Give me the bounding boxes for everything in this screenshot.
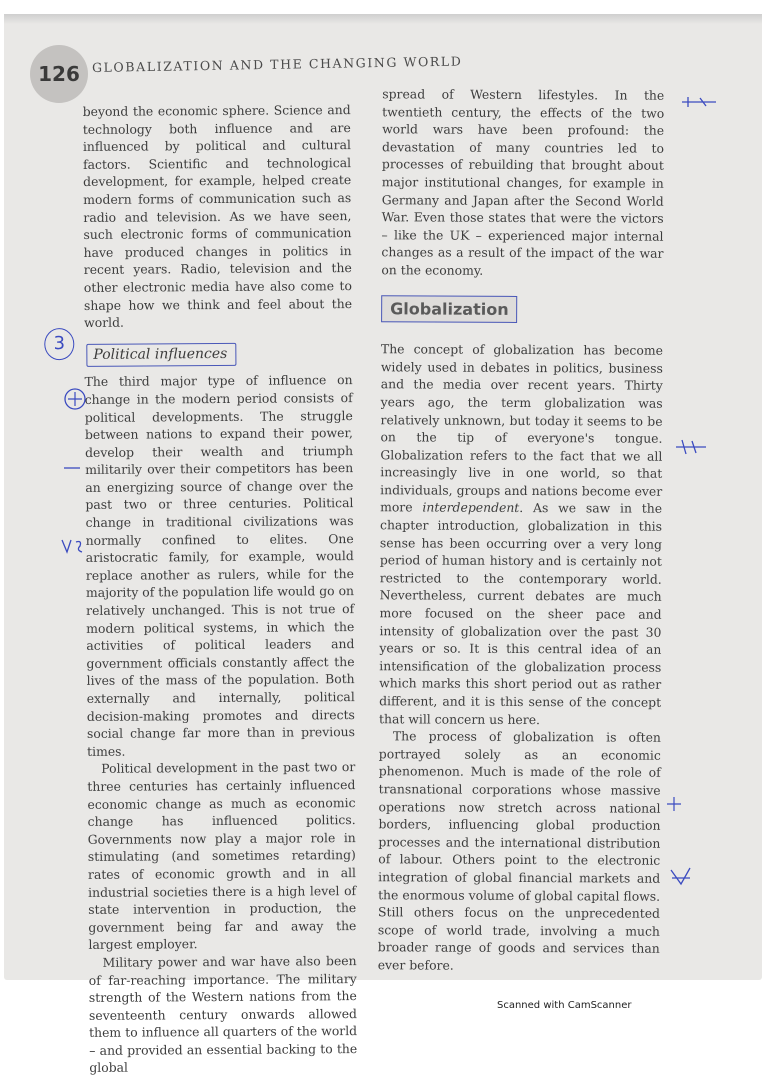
political-paragraph-2: Political development in the past two or three centuries has certainly influenced economic change as much as economic change has influenced politics. Governments now play a major role in stimulating (and sometimes retarding) rates of economic growth and in all industrial societies there is a high level of state intervention in production, the government being far and away the largest employer. [87,759,357,953]
circled-number-annotation: 3 [44,328,74,360]
intro-paragraph: beyond the economic sphere. Science and technology both influence and are influenced by political and cultural factors. Scientific and technological development, for example, helped create modern forms of communication such as radio and television. As we have seen, such electronic forms of communication have produced changes in politics in recent years. Radio, television and the other electronic media have also come to shape how we think and feel about the world. [82,102,353,331]
margin-vs-mark [60,536,86,556]
interdependent-emphasis: interdependent [422,499,520,516]
running-title: GLOBALIZATION AND THE CHANGING WORLD [91,53,463,75]
page-top-shadow [4,14,762,24]
page-number: 126 [38,62,80,86]
globalization-paragraph-1-start: The concept of globalization has become widely used in debates in politics, business and the media over recent years. Thirty years ago, the term globalization was relatively unknown, but today it seems to be on the tip of everyone's tongue. Globalization refers to the fact that we all increasingly live in one world, so that individuals, groups and nations become ever more [380,341,663,515]
globalization-paragraph-1 [379,340,663,729]
section-heading-political-influences: Political influences [86,343,236,368]
margin-circled-star-mark [62,386,88,412]
political-paragraph-3: Military power and war have also been of far-reaching importance. The military strength of the Western nations from the seventeenth century onwards allowed them to influence all quarters of the world – and provided an essential backing to the global [88,952,358,1076]
margin-star-mark-2 [664,794,684,814]
margin-star-mark-3 [668,866,694,888]
globalization-paragraph-1-end: . As we saw in the chapter introduction, globalization in this sense has been occurring over a very long period of human history and is certainly not restricted to the contemporary world. Nevertheless, current debates are much more focused on the sheer pace and intensity of globalization over the past 30 years or so. It is this central idea of an intensification of the globalization process which marks this short period out as rather different, and it is this sense of the concept that will concern us here. [378,500,663,727]
political-influences-heading-wrap [53,330,352,373]
margin-star-mark [674,438,710,456]
page-number-badge [30,45,88,103]
right-column [378,85,665,975]
scanner-credit: Scanned with CamScanner [497,1000,632,1011]
left-column [53,101,358,1077]
continuation-paragraph: spread of Western lifestyles. In the twentieth century, the effects of the two world wars have been profound: the devastation of many countries led to processes of rebuilding that brought about major institutional changes, for example in Germany and Japan after the Second World War. Even those states that were the victors – like the UK – experienced major internal changes as a result of the impact of the war on the economy. [381,86,665,278]
margin-tick-mark [62,462,82,474]
margin-asterisk-mark [680,94,720,110]
political-paragraph-1: The third major type of influence on change in the modern period consists of political developments. The struggle between nations to expand their power, develop their wealth and triumph militarily over their competitors has been an energizing source of change over the past two or three centuries. Political change in traditional civilizations was normally confined to elites. One aristocratic family, for example, would replace another as rulers, while for the majority of the population life would go on relatively unchanged. This is not true of modern political systems, in which the activities of political leaders and government officials constantly affect the lives of the mass of the population. Both externally and internally, political decision-making promotes and directs social change far more than in previous times. [84,372,356,759]
section-heading-globalization: Globalization [381,295,518,323]
globalization-paragraph-2: The process of globalization is often portrayed solely as an economic phenomenon. Much is made of the role of transnational corporations whose massive operations now stretch across national borders, influencing global production processes and the international distribution of labour. Others point to the electronic integration of global financial markets and the enormous volume of global capital flows. Still others focus on the unprecedented scope of world trade, involving a much broader range of goods and services than ever before. [377,728,661,973]
